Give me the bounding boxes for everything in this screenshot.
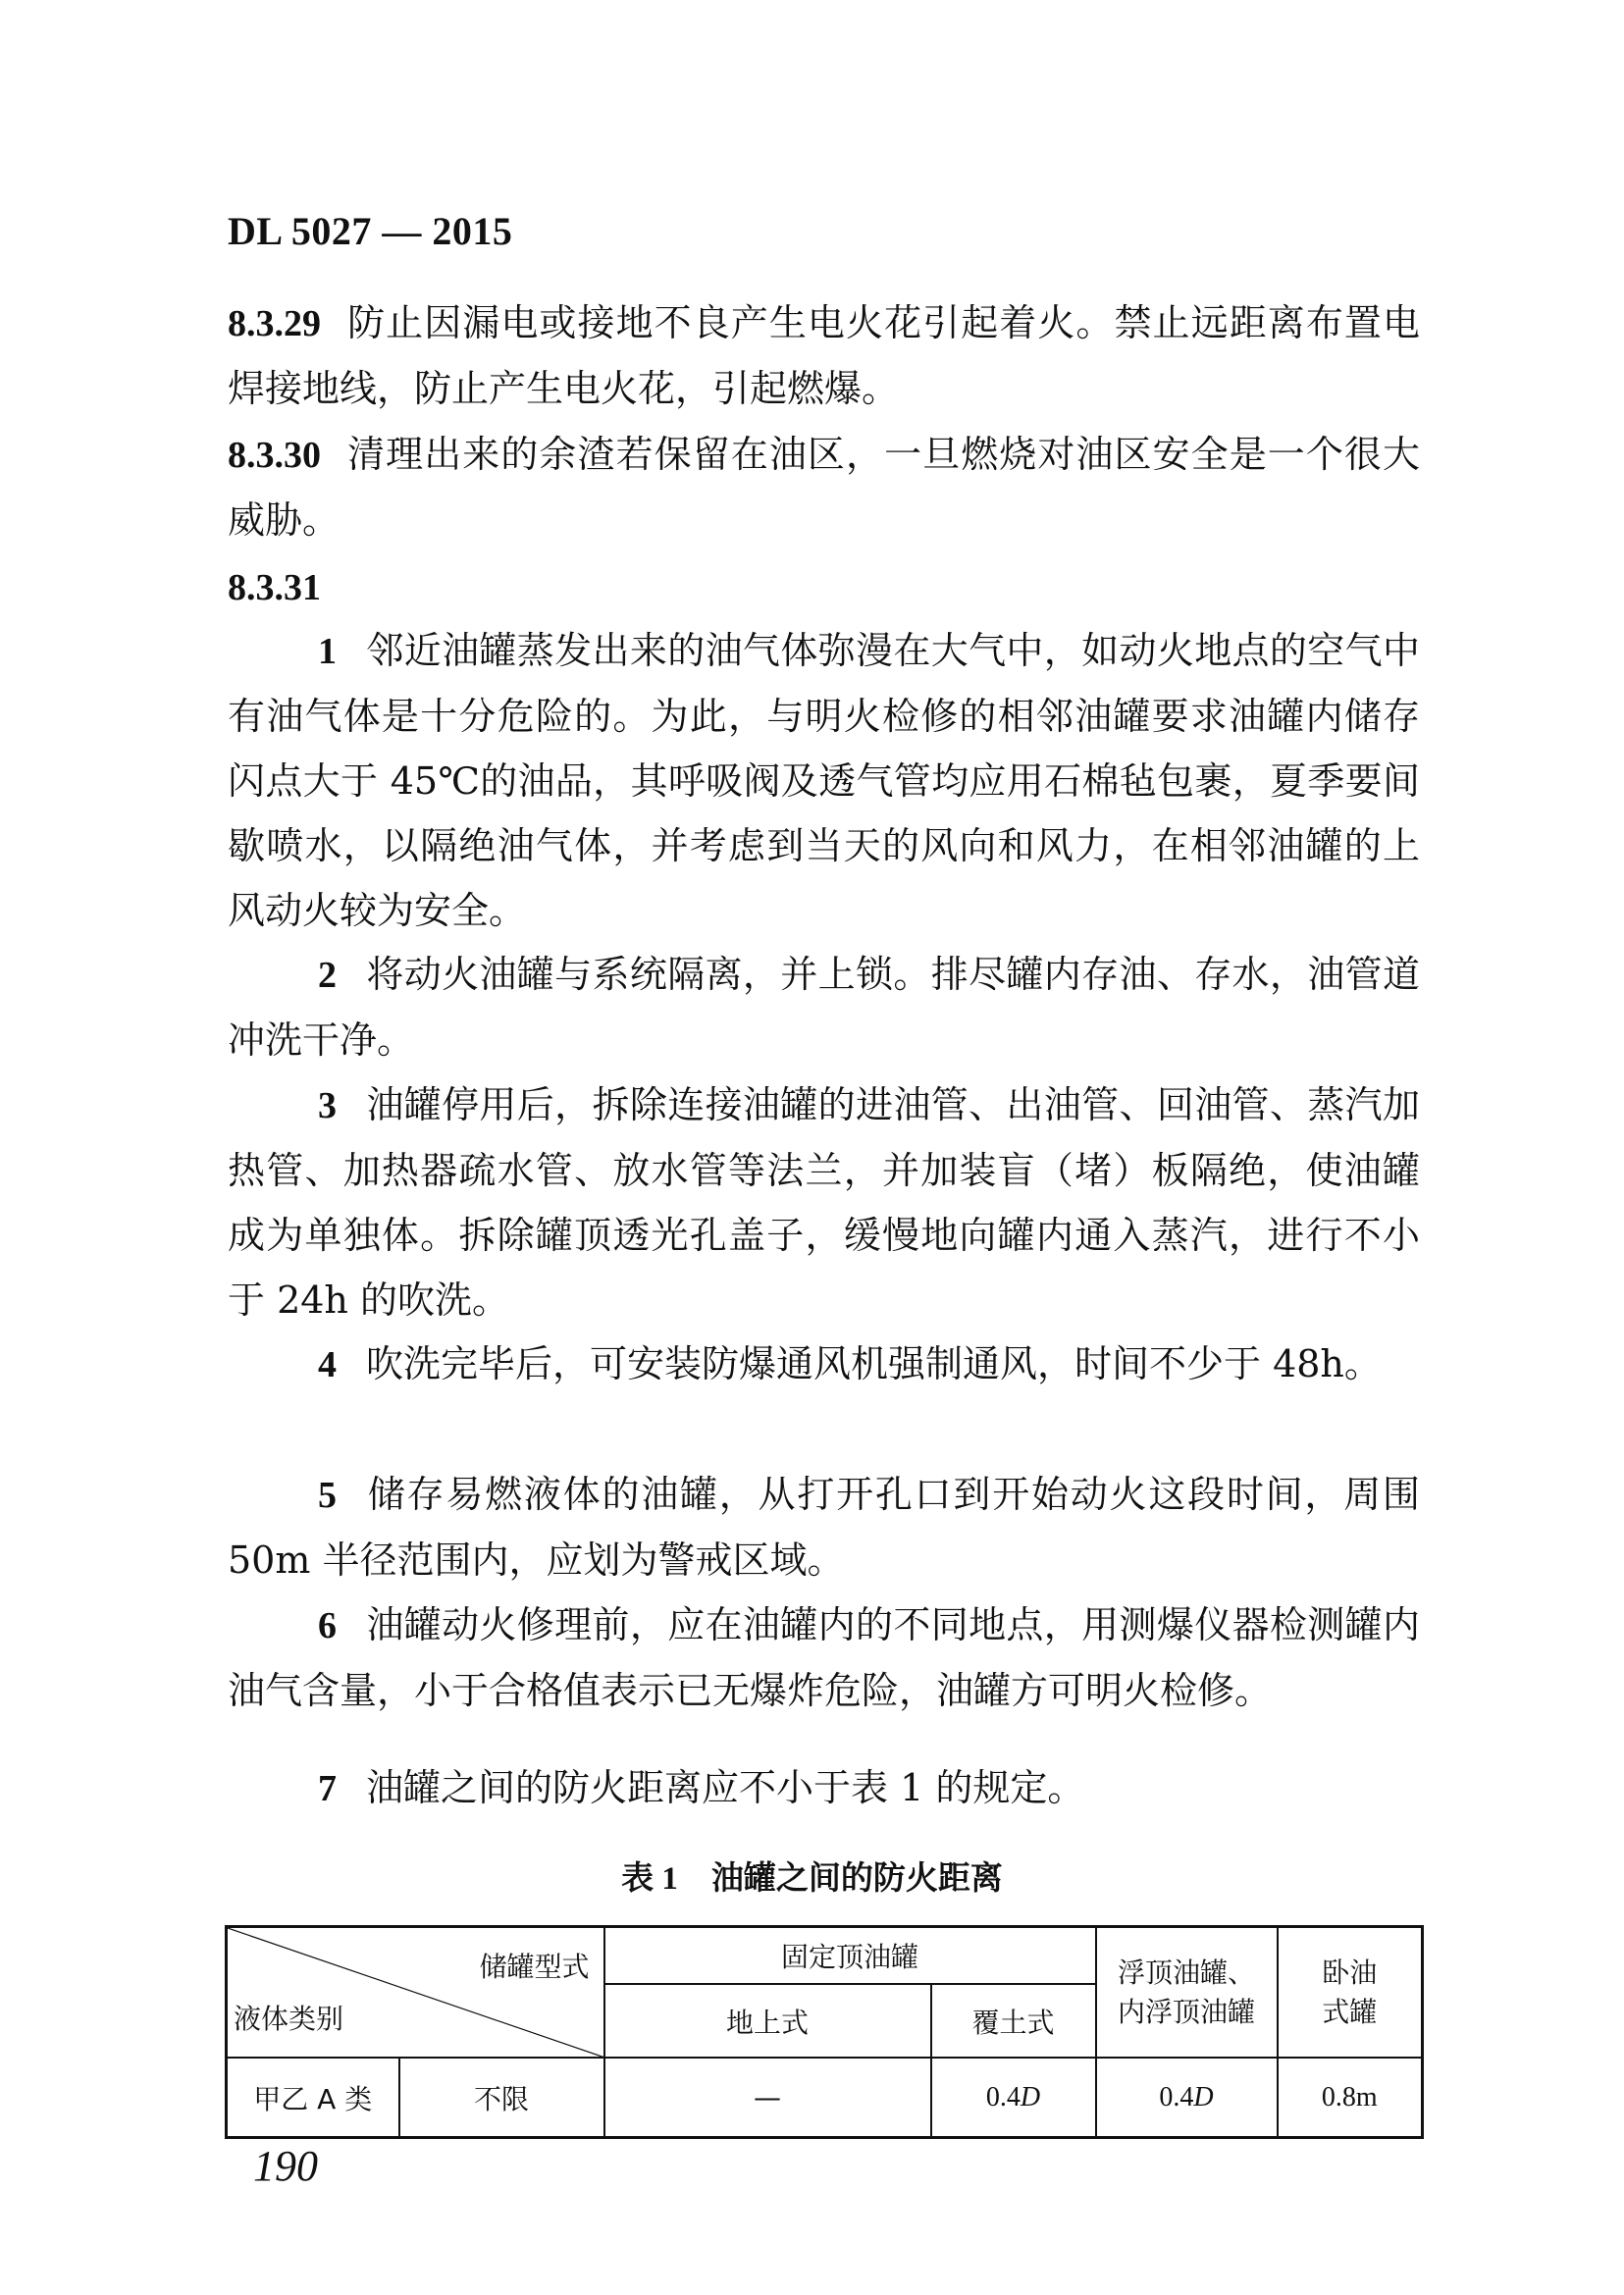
item-number: 4 [318, 1344, 337, 1385]
covered-diameter-symbol: D [1020, 2081, 1041, 2112]
item-7 [228, 1755, 1420, 1821]
cell-scope: 不限 [399, 2058, 604, 2137]
cell-covered [931, 2058, 1096, 2137]
clause-text: 防止因漏电或接地不良产生电火花引起着火。禁止远距离布置电焊接地线，防止产生电火花，引起燃爆。 [228, 301, 1420, 410]
item-number: 7 [318, 1768, 337, 1809]
item-number: 1 [318, 631, 337, 672]
floating-coefficient: 0.4 [1159, 2081, 1194, 2112]
header-aboveground: 地上式 [604, 1984, 931, 2058]
diagonal-bottom-label: 液体类别 [234, 2003, 344, 2036]
clause-number: 8.3.30 [228, 435, 321, 476]
table-caption-title: 油罐之间的防火距离 [710, 1858, 1003, 1897]
document-code: DL 5027 — 2015 [228, 209, 513, 253]
table-caption-number: 表 1 [621, 1861, 678, 1897]
fire-distance-table [225, 1925, 1424, 2139]
header-horizontal: 卧油式罐 [1278, 1927, 1423, 2059]
clause-number: 8.3.31 [228, 567, 321, 608]
item-4 [228, 1331, 1420, 1397]
item-2 [228, 942, 1420, 1072]
clause-8-3-30 [228, 422, 1420, 552]
item-text: 油罐之间的防火距离应不小于表 1 的规定。 [366, 1766, 1085, 1809]
header-covered: 覆土式 [931, 1984, 1096, 2058]
diagonal-top-label: 储罐型式 [479, 1951, 590, 1983]
item-number: 3 [318, 1085, 337, 1126]
header-floating-roof: 浮顶油罐、内浮顶油罐 [1096, 1927, 1278, 2059]
item-text: 邻近油罐蒸发出来的油气体弥漫在大气中，如动火地点的空气中有油气体是十分危险的。为此，与明火检修的相邻油罐要求油罐内储存闪点大于 45℃的油品，其呼吸阀及透气管均应用石棉毡包裹，夏季要间歇喷水，以隔绝油气体，并考虑到当天的风向和风力，在相邻油罐的上风动火较为安全。 [228, 629, 1420, 932]
page-number: 190 [253, 2142, 318, 2190]
item-3 [228, 1072, 1420, 1332]
clause-8-3-31 [228, 554, 1420, 620]
cell-horizontal: 0.8m [1278, 2058, 1423, 2137]
item-text: 油罐动火修理前，应在油罐内的不同地点，用测爆仪器检测罐内油气含量，小于合格值表示已无爆炸危险，油罐方可明火检修。 [228, 1603, 1420, 1712]
cell-category: 甲乙 A 类 [227, 2058, 399, 2137]
table-caption [0, 1852, 1624, 1899]
item-number: 5 [318, 1475, 337, 1516]
item-text: 储存易燃液体的油罐，从打开孔口到开始动火这段时间，周围 50m 半径范围内，应划为警戒区域。 [228, 1473, 1420, 1582]
item-1 [228, 618, 1420, 943]
item-number: 6 [318, 1605, 337, 1646]
floating-diameter-symbol: D [1193, 2081, 1214, 2112]
clause-text: 清理出来的余渣若保留在油区，一旦燃烧对油区安全是一个很大威胁。 [228, 433, 1420, 542]
cell-floating [1096, 2058, 1278, 2137]
item-5 [228, 1462, 1420, 1592]
diagonal-header-cell [227, 1927, 604, 2059]
clause-number: 8.3.29 [228, 303, 321, 344]
header-fixed-roof: 固定顶油罐 [604, 1927, 1096, 1985]
item-text: 油罐停用后，拆除连接油罐的进油管、出油管、回油管、蒸汽加热管、加热器疏水管、放水管等法兰，并加装盲（堵）板隔绝，使油罐成为单独体。拆除罐顶透光孔盖子，缓慢地向罐内通入蒸汽，进行不小于 24h 的吹洗。 [228, 1083, 1420, 1322]
item-number: 2 [318, 955, 337, 996]
cell-aboveground: — [604, 2058, 931, 2137]
item-6 [228, 1592, 1420, 1723]
covered-coefficient: 0.4 [985, 2081, 1021, 2112]
item-text: 将动火油罐与系统隔离，并上锁。排尽罐内存油、存水，油管道冲洗干净。 [228, 953, 1420, 1062]
item-text: 吹洗完毕后，可安装防爆通风机强制通风，时间不少于 48h。 [366, 1342, 1382, 1385]
clause-8-3-29 [228, 290, 1420, 421]
